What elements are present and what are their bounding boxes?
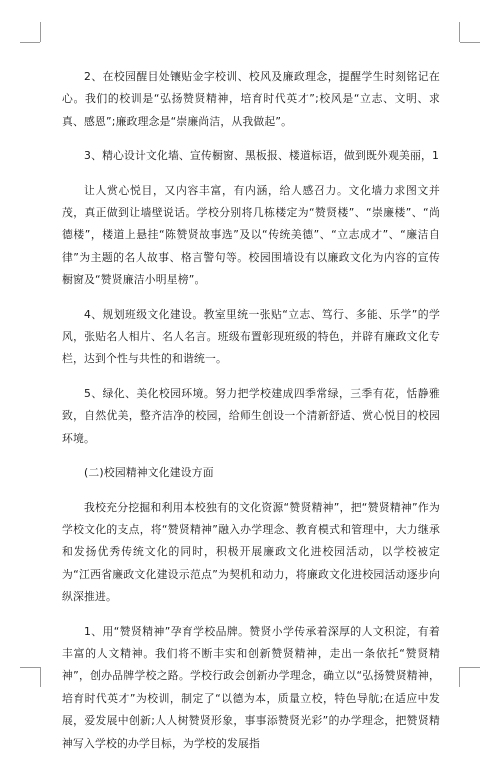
paragraph-culture-wall-detail: 让人赏心悦目，又内容丰富，有内涵，给人感召力。文化墙力求图文并茂，真正做到让墙壁说话。学校分别将几栋楼定为“赞贤楼”、“崇廉楼”、“尚德楼”，楼道上悬挂“陈赞贤故事选”及以“传统美德”、“立志成才”、“廉洁自律”为主题的名人故事、格言警句等。校园围墙设有以廉政文化为内容的宣传橱窗及“赞贤廉洁小明星榜”。	[62, 183, 440, 287]
crop-mark-bottom-right-horizontal	[460, 667, 480, 668]
crop-mark-bottom-left-vertical	[40, 667, 41, 687]
paragraph-zanxian-spirit: 我校充分挖掘和利用本校独有的文化资源“赞贤精神”，把“赞贤精神”作为学校文化的支点，将“赞贤精神”融入办学理念、教育模式和管理中，大力继承和发扬优秀传统文化的同时，积极开展廉政文化进校园活动，以学校被定为“江西省廉政文化建设示范点”为契机和动力，将廉政文化进校园活动逐步向纵深推进。	[62, 500, 440, 604]
crop-mark-bottom-right-vertical	[459, 667, 460, 687]
paragraph-school-brand: 1、用“赞贤精神”孕育学校品牌。赞贤小学传承着深厚的人文积淀，有着丰富的人文精神。我们将不断丰实和创新赞贤精神，走出一条依托“赞贤精神”，创办品牌学校之路。学校行政会创新办学理念，确立以“弘扬赞贤精神，培育时代英才”为校训，制定了“以德为本，质量立校，特色导航;在适应中发展，爱发展中创新;人人树赞贤形象，事事添赞贤光彩”的办学理念，把赞贤精神写入学校的办学目标，为学校的发展指	[62, 624, 440, 750]
crop-mark-top-left-vertical	[40, 22, 41, 42]
paragraph-class-culture: 4、规划班级文化建设。教室里统一张贴“立志、笃行、多能、乐学”的学风，张贴名人相片、名人名言。班级布置彰现班级的特色，并辟有廉政文化专栏，达到个性与共性的和谐统一。	[62, 307, 440, 366]
paragraph-campus-greening: 5、绿化、美化校园环境。努力把学校建成四季常绿，三季有花，恬静雅致，自然优美，整齐洁净的校园，给师生创设一个清新舒适、赏心悦目的校园环境。	[62, 386, 440, 445]
paragraph-school-motto: 2、在校园醒目处镶贴金字校训、校风及廉政理念，提醒学生时刻铭记在心。我们的校训是“弘扬赞贤精神，培育时代英才”;校风是“立志、文明、求真、感恩”;廉政理念是“崇廉尚洁，从我做起”。	[62, 70, 440, 128]
crop-mark-bottom-left-horizontal	[20, 667, 40, 668]
crop-mark-top-right-horizontal	[460, 42, 480, 43]
document-body	[62, 66, 440, 767]
paragraph-culture-wall-intro: 3、精心设计文化墙、宣传橱窗、黑板报、楼道标语，做到既外观美丽，1	[84, 149, 440, 163]
crop-mark-top-left-horizontal	[20, 42, 40, 43]
section-heading-spiritual-culture: (二)校园精神文化建设方面	[84, 466, 214, 480]
crop-mark-top-right-vertical	[459, 22, 460, 42]
